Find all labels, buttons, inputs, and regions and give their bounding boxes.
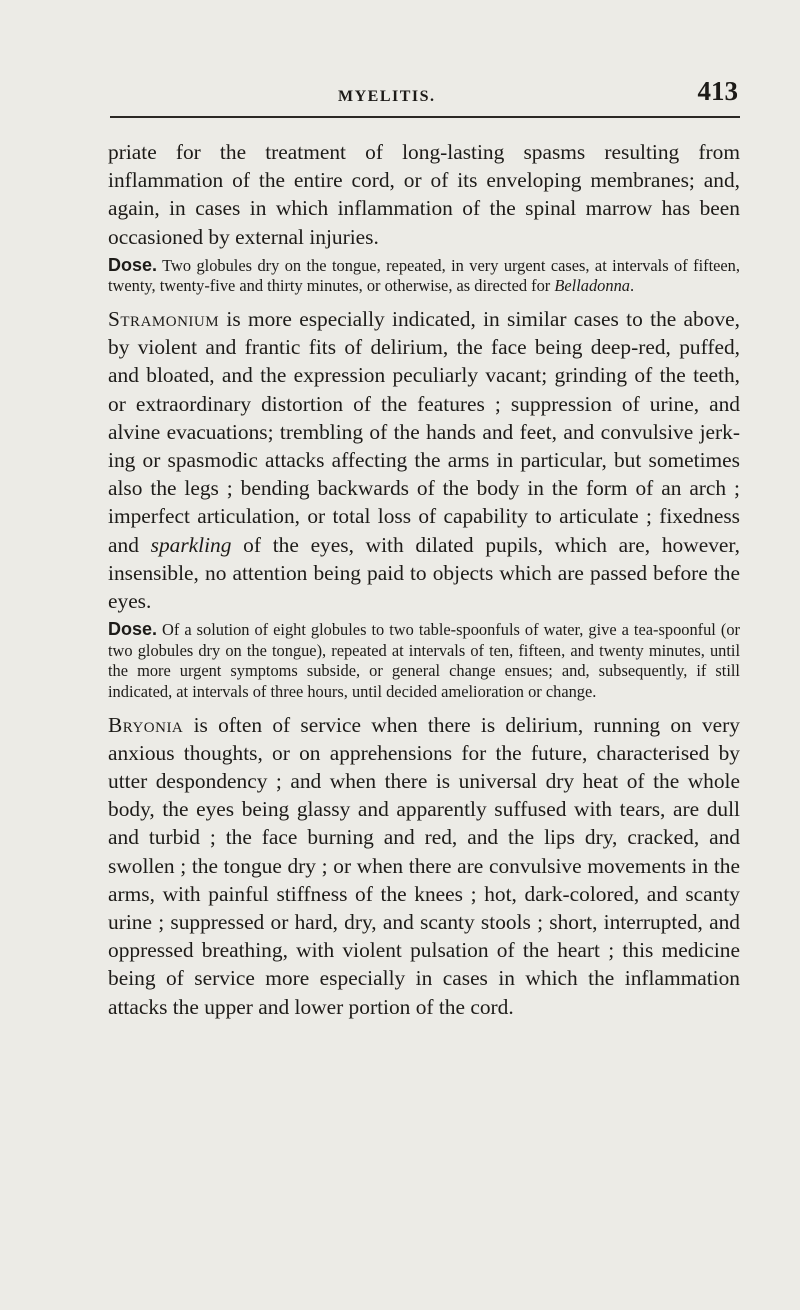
page-number: 413: [697, 76, 738, 106]
dose-text: Two globules dry on the tongue, repeated, in very urgent cases, at intervals of fifteen, twenty, twenty-five and thirty minutes, or otherwise, as directed for: [108, 255, 740, 296]
dose-paragraph: [108, 619, 740, 702]
dose-label: Dose.: [108, 254, 158, 275]
page-body: [108, 138, 740, 1021]
remedy-reference: Belladonna: [554, 276, 630, 296]
dose-text: Of a solution of eight globules to two table-spoonfuls of water, give a tea-spoonful (or two globules dry on the tongue), repeated at intervals of ten, fifteen, and twenty minutes, until the more urgent symptoms subside, or general change ensues; and, subsequently, if still indicated, at intervals of three hours, until decided amelioration or change.: [108, 620, 740, 702]
paragraph-text: is more especially indicated, in similar cases to the above, by violent and frantic fits of delirium, the face being deep-red, puffed, and bloated, and the expression peculiarly vacant; grinding of the teeth, or extraordinary distortion of the features ; suppression of urine, and alvine evacuations; trembling of the hands and feet, and convulsive jerking or spasmodic attacks affecting the arms in particular, but sometimes also the legs ; bending backwards of the body in the form of an arch ; imperfect articulation, or total loss of capability to articulate ; fixedness and: [108, 307, 740, 557]
header-rule: [110, 116, 740, 118]
page-header: [110, 78, 740, 112]
remedy-name: Stramonium: [108, 307, 220, 331]
dose-label: Dose.: [108, 619, 158, 640]
running-head: MYELITIS.: [338, 88, 436, 105]
emphasis-word: sparkling: [150, 532, 232, 557]
dose-text-end: .: [629, 276, 635, 296]
paragraph-text: is often of service when there is delirium, running on very anxious thoughts, or on apprehensions for the future, characterised by utter despondency ; and when there is universal dry heat of the whole body, the eyes being glassy and apparently suffused with tears, are dull and turbid ; the face burning and red, and the lips dry, cracked, and swollen ; the tongue dry ; or when there are convulsive movements in the arms, with painful stiffness of the knees ; hot, dark-colored, and scanty urine ; suppressed or hard, dry, and scanty stools ; short, interrupted, and oppressed breathing, with violent pulsation of the heart ; this medicine being of service more especially in cases in which the inflammation attacks the upper and lower portion of the cord.: [108, 712, 740, 1019]
dose-paragraph: [108, 255, 740, 297]
bryonia-paragraph: [108, 711, 740, 1021]
remedy-name: Bryonia: [108, 712, 184, 737]
paragraph-text-end: of the eyes, with dilated pupils, which are, however, insensible, no attention being paid to objects which are passed before the eyes.: [108, 532, 740, 614]
stramonium-paragraph: [108, 305, 740, 615]
paragraph-continuation: priate for the treatment of long-lasting spasms resulting from inflammation of the entire cord, or of its enveloping membranes; and, again, in cases in which inflammation of the spinal marrow has been occasioned by external injuries.: [108, 140, 740, 249]
